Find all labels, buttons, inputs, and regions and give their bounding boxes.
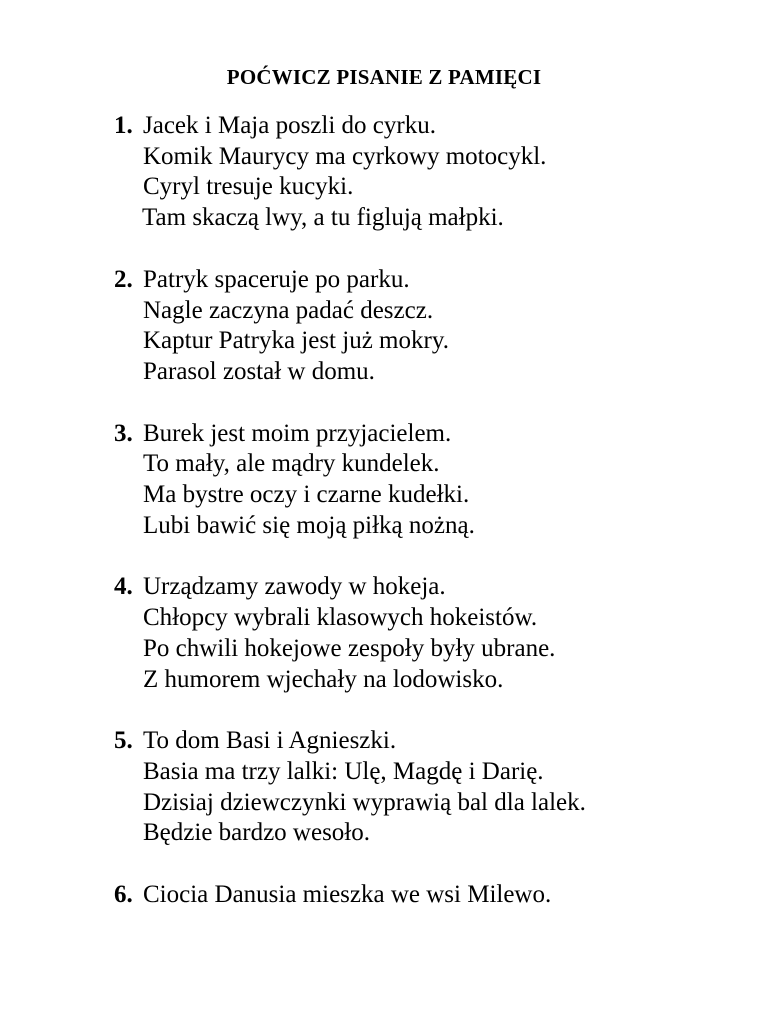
sentence: Jacek i Maja poszli do cyrku. [143,112,436,139]
sentence: Z humorem wjechały na lodowisko. [143,665,504,693]
sentence: Chłopcy wybrali klasowych hokeistów. [143,604,538,632]
sentence: Patryk spaceruje po parku. [143,265,410,293]
exercise-line [114,265,734,296]
exercise-number: 2. [114,265,133,293]
sentence: Komik Maurycy ma cyrkowy motocykl. [143,142,547,170]
sentence: Dzisiaj dziewczynki wyprawią bal dla lalek. [143,788,586,816]
sentence: Po chwili hokejowe zespoły były ubrane. [143,634,556,662]
page-title: POĆWICZ PISANIE Z PAMIĘCI [226,65,542,89]
sentence: Kaptur Patryka jest już mokry. [143,327,449,355]
exercise-number: 5. [114,727,133,755]
exercise-list [114,111,734,942]
exercise-number: 3. [114,419,133,447]
exercise-line [114,419,734,450]
exercise-number: 1. [114,112,133,139]
exercise-1 [114,111,734,234]
sentence: Cyryl tresuje kucyki. [143,173,354,201]
sentence: Urządzamy zawody w hokeja. [143,573,446,601]
sentence: Tam skaczą lwy, a tu figlują małpki. [142,204,504,232]
sentence: Parasol został w domu. [143,357,375,385]
sentence: Nagle zaczyna padać deszcz. [143,296,434,324]
exercise-5 [114,726,734,849]
exercise-line [114,572,734,603]
exercise-number: 6. [114,881,133,909]
sentence: Burek jest moim przyjacielem. [143,419,452,447]
exercise-6 [114,880,734,911]
sentence: Ma bystre oczy i czarne kudełki. [143,481,470,509]
exercise-line [114,880,734,911]
exercise-number: 4. [114,573,133,601]
sentence: Ciocia Danusia mieszka we wsi Milewo. [143,881,552,909]
sentence: Lubi bawić się moją piłką nożną. [143,511,475,539]
sentence: To dom Basi i Agnieszki. [143,727,397,755]
exercise-4 [114,572,734,695]
exercise-line [114,726,734,757]
exercise-3 [114,419,734,542]
sentence: Basia ma trzy lalki: Ulę, Magdę i Darię. [143,757,544,785]
sentence: To mały, ale mądry kundelek. [143,450,440,478]
exercise-line [114,111,734,142]
sentence: Będzie bardzo wesoło. [143,819,371,847]
exercise-2 [114,265,734,388]
